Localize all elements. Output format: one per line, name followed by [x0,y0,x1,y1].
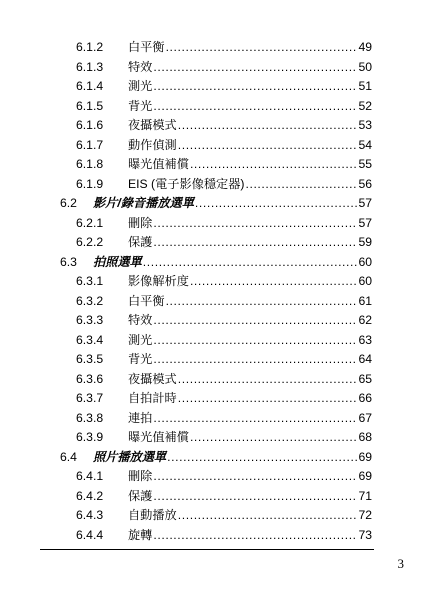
toc-entry-number: 6.2.1 [76,215,104,230]
toc-section[interactable] [0,448,434,468]
toc-entry-page: 65 [358,371,372,386]
toc-entry-number: 6.1.6 [76,118,104,132]
toc-section[interactable] [0,253,434,273]
toc-entry[interactable] [0,58,434,78]
toc-entry-number: 6.3.7 [76,391,104,405]
footer-divider [40,549,374,550]
toc-entry-page: 73 [358,527,372,542]
toc-entry-number: 6.1.9 [76,176,104,191]
toc-entry-title: 刪除 [128,467,153,487]
dot-leader [153,350,357,370]
toc-entry[interactable] [0,428,434,448]
dot-leader [245,175,357,195]
toc-entry[interactable] [0,214,434,234]
dot-leader [166,38,358,58]
toc-entry-title: 刪除 [128,214,153,234]
toc-entry-number: 6.1.4 [76,79,104,93]
toc-entry[interactable] [0,292,434,312]
toc-entry[interactable] [0,38,434,58]
toc-entry-title: 夜攝模式 [128,370,178,390]
toc-entry-page: 59 [358,235,372,249]
toc-entry-page: 64 [358,352,372,366]
toc-entry[interactable] [0,506,434,526]
toc-entry-number: 6.4.4 [76,527,104,542]
dot-leader [153,214,357,234]
toc-entry-title: 特效 [128,311,153,331]
toc-entry[interactable] [0,370,434,390]
toc-section-title: 影片/錄音播放選單 [93,194,195,214]
toc-section-title: 照片播放選單 [93,448,167,468]
toc-entry[interactable] [0,389,434,409]
dot-leader [153,233,357,253]
toc-entry[interactable] [0,136,434,156]
toc-entry[interactable] [0,409,434,429]
toc-entry-number: 6.4.1 [76,469,104,483]
toc-entry[interactable] [0,233,434,253]
toc-entry-title: 自拍計時 [128,389,178,409]
toc-entry-number: 6.1.8 [76,157,104,171]
toc-entry-title: 白平衡 [128,38,166,58]
toc-section-number: 6.2 [60,196,77,210]
toc-section-page: 69 [358,449,372,464]
toc-entry-title: 影像解析度 [128,272,190,292]
toc-entry-page: 66 [358,391,372,405]
toc-entry[interactable] [0,467,434,487]
table-of-contents [0,38,434,545]
toc-entry[interactable] [0,272,434,292]
dot-leader [143,253,358,273]
toc-entry-number: 6.3.6 [76,371,104,386]
toc-entry-title: EIS (電子影像穩定器) [128,175,245,195]
toc-entry-page: 62 [358,313,372,327]
toc-section-page: 60 [358,254,372,269]
toc-entry-page: 67 [358,410,372,425]
toc-entry-number: 6.3.5 [76,352,104,366]
dot-leader [153,58,357,78]
toc-entry-title: 旋轉 [128,526,153,546]
toc-entry-title: 夜攝模式 [128,116,178,136]
dot-leader [190,272,358,292]
toc-section-number: 6.4 [60,449,77,464]
dot-leader [178,389,358,409]
toc-section-title: 拍照選單 [93,253,143,273]
toc-entry[interactable] [0,311,434,331]
toc-entry[interactable] [0,331,434,351]
toc-entry-page: 49 [358,40,372,54]
toc-entry[interactable] [0,116,434,136]
toc-entry-page: 69 [358,469,372,483]
toc-entry-title: 測光 [128,77,153,97]
dot-leader [166,292,358,312]
toc-entry-title: 特效 [128,58,153,78]
toc-entry-title: 動作偵測 [128,136,178,156]
toc-entry-page: 60 [358,274,372,288]
toc-entry-page: 56 [358,176,372,191]
toc-entry-page: 61 [358,293,372,308]
dot-leader [178,370,358,390]
toc-entry-title: 自動播放 [128,506,178,526]
toc-entry-page: 55 [358,157,372,171]
toc-entry-title: 白平衡 [128,292,166,312]
dot-leader [178,506,358,526]
dot-leader [153,77,357,97]
toc-entry-number: 6.3.1 [76,274,104,288]
toc-entry-title: 背光 [128,350,153,370]
toc-entry-number: 6.4.3 [76,508,104,522]
toc-section-number: 6.3 [60,254,77,269]
dot-leader [153,467,357,487]
toc-entry[interactable] [0,350,434,370]
toc-entry-page: 71 [358,488,372,503]
dot-leader [153,487,357,507]
toc-entry-title: 曝光值補償 [128,155,190,175]
toc-entry-title: 保護 [128,233,153,253]
toc-section[interactable] [0,194,434,214]
toc-entry-page: 52 [358,98,372,113]
toc-entry[interactable] [0,97,434,117]
toc-entry-number: 6.3.9 [76,430,104,444]
toc-section-page: 57 [358,196,372,210]
toc-entry-page: 53 [358,118,372,132]
toc-entry[interactable] [0,526,434,546]
toc-entry-page: 54 [358,137,372,152]
toc-entry-number: 6.4.2 [76,488,104,503]
dot-leader [178,136,358,156]
dot-leader [190,428,358,448]
toc-entry-number: 6.2.2 [76,235,104,249]
toc-entry-number: 6.1.3 [76,59,104,74]
toc-entry-page: 72 [358,508,372,522]
dot-leader [178,116,358,136]
toc-entry-page: 63 [358,332,372,347]
toc-entry-title: 連拍 [128,409,153,429]
toc-entry-number: 6.3.8 [76,410,104,425]
toc-entry[interactable] [0,175,434,195]
dot-leader [190,155,358,175]
toc-entry-title: 保護 [128,487,153,507]
toc-entry-number: 6.1.7 [76,137,104,152]
dot-leader [153,97,357,117]
dot-leader [195,194,358,214]
toc-entry-page: 51 [358,79,372,93]
toc-entry[interactable] [0,155,434,175]
dot-leader [153,331,357,351]
toc-entry-number: 6.3.4 [76,332,104,347]
footer-page-number: 3 [397,556,404,571]
dot-leader [153,526,357,546]
toc-entry-title: 背光 [128,97,153,117]
dot-leader [153,409,357,429]
toc-entry-number: 6.3.2 [76,293,104,308]
toc-entry-page: 50 [358,59,372,74]
dot-leader [167,448,357,468]
toc-entry-title: 曝光值補償 [128,428,190,448]
toc-entry-number: 6.1.2 [76,40,104,54]
toc-entry[interactable] [0,487,434,507]
toc-entry-number: 6.3.3 [76,313,104,327]
toc-entry-number: 6.1.5 [76,98,104,113]
toc-entry-page: 57 [358,215,372,230]
toc-entry-page: 68 [358,430,372,444]
toc-entry-title: 測光 [128,331,153,351]
dot-leader [153,311,357,331]
toc-entry[interactable] [0,77,434,97]
